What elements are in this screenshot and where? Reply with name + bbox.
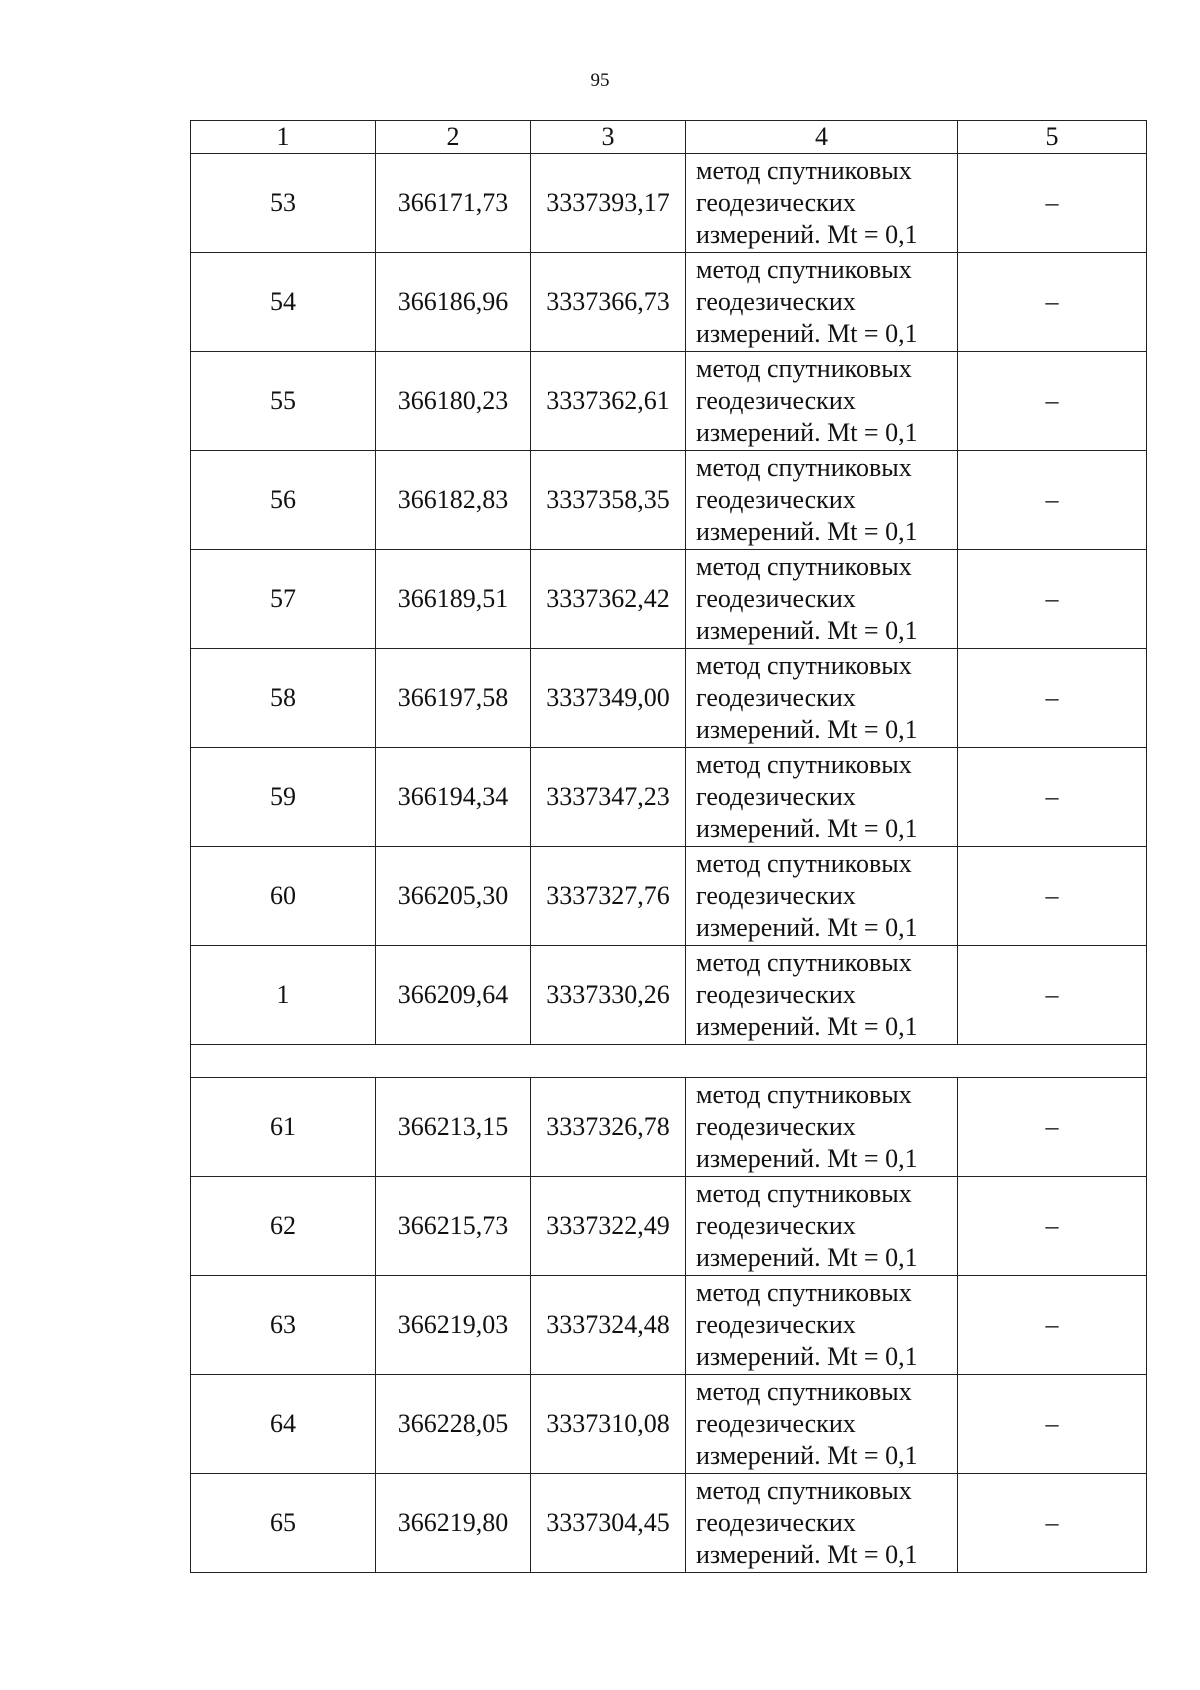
- x-coordinate-cell: 366180,23: [376, 352, 531, 451]
- y-coordinate-cell: 3337393,17: [531, 154, 686, 253]
- note-cell: –: [958, 1276, 1147, 1375]
- note-cell: –: [958, 649, 1147, 748]
- note-cell: –: [958, 451, 1147, 550]
- method-line: измерений. Mt = 0,1: [696, 319, 918, 348]
- method-cell: [686, 946, 958, 1045]
- table-row: [191, 451, 1147, 550]
- method-cell: [686, 451, 958, 550]
- y-coordinate-cell: 3337349,00: [531, 649, 686, 748]
- method-cell: [686, 1474, 958, 1573]
- note-cell: –: [958, 1474, 1147, 1573]
- method-cell: [686, 748, 958, 847]
- y-coordinate-cell: 3337324,48: [531, 1276, 686, 1375]
- method-line: геодезических: [696, 1211, 856, 1240]
- point-number-cell: 1: [191, 946, 376, 1045]
- y-coordinate-cell: 3337322,49: [531, 1177, 686, 1276]
- point-number-cell: 55: [191, 352, 376, 451]
- method-line: метод спутниковых: [696, 948, 912, 977]
- y-coordinate-cell: 3337362,42: [531, 550, 686, 649]
- header-cell-2: 2: [376, 121, 531, 154]
- point-number-cell: 63: [191, 1276, 376, 1375]
- method-line: метод спутниковых: [696, 354, 912, 383]
- method-line: геодезических: [696, 782, 856, 811]
- method-line: измерений. Mt = 0,1: [696, 814, 918, 843]
- x-coordinate-cell: 366171,73: [376, 154, 531, 253]
- y-coordinate-cell: 3337358,35: [531, 451, 686, 550]
- point-number-cell: 65: [191, 1474, 376, 1573]
- table-row: [191, 352, 1147, 451]
- method-cell: [686, 154, 958, 253]
- method-line: геодезических: [696, 881, 856, 910]
- header-cell-3: 3: [531, 121, 686, 154]
- method-line: измерений. Mt = 0,1: [696, 1441, 918, 1470]
- note-cell: –: [958, 1375, 1147, 1474]
- method-line: измерений. Mt = 0,1: [696, 1243, 918, 1272]
- y-coordinate-cell: 3337347,23: [531, 748, 686, 847]
- method-line: метод спутниковых: [696, 552, 912, 581]
- method-line: измерений. Mt = 0,1: [696, 1342, 918, 1371]
- point-number-cell: 54: [191, 253, 376, 352]
- point-number-cell: 57: [191, 550, 376, 649]
- point-number-cell: 64: [191, 1375, 376, 1474]
- y-coordinate-cell: 3337304,45: [531, 1474, 686, 1573]
- x-coordinate-cell: 366228,05: [376, 1375, 531, 1474]
- method-cell: [686, 253, 958, 352]
- method-line: метод спутниковых: [696, 750, 912, 779]
- point-number-cell: 53: [191, 154, 376, 253]
- separator-cell: [191, 1045, 1147, 1078]
- coordinates-table: [190, 120, 1147, 1573]
- table-row: [191, 946, 1147, 1045]
- point-number-cell: 59: [191, 748, 376, 847]
- x-coordinate-cell: 366182,83: [376, 451, 531, 550]
- point-number-cell: 62: [191, 1177, 376, 1276]
- method-cell: [686, 550, 958, 649]
- note-cell: –: [958, 748, 1147, 847]
- x-coordinate-cell: 366205,30: [376, 847, 531, 946]
- contour-separator-row: [191, 1045, 1147, 1078]
- note-cell: –: [958, 154, 1147, 253]
- y-coordinate-cell: 3337362,61: [531, 352, 686, 451]
- method-line: измерений. Mt = 0,1: [696, 1144, 918, 1173]
- x-coordinate-cell: 366219,80: [376, 1474, 531, 1573]
- method-cell: [686, 1375, 958, 1474]
- point-number-cell: 61: [191, 1078, 376, 1177]
- table-row: [191, 1078, 1147, 1177]
- method-line: измерений. Mt = 0,1: [696, 220, 918, 249]
- note-cell: –: [958, 550, 1147, 649]
- y-coordinate-cell: 3337366,73: [531, 253, 686, 352]
- table-row: [191, 847, 1147, 946]
- method-line: геодезических: [696, 1310, 856, 1339]
- method-line: измерений. Mt = 0,1: [696, 1540, 918, 1569]
- x-coordinate-cell: 366219,03: [376, 1276, 531, 1375]
- method-line: геодезических: [696, 584, 856, 613]
- method-line: геодезических: [696, 287, 856, 316]
- method-cell: [686, 1276, 958, 1375]
- note-cell: –: [958, 352, 1147, 451]
- method-line: геодезических: [696, 1409, 856, 1438]
- note-cell: –: [958, 253, 1147, 352]
- method-line: геодезических: [696, 1508, 856, 1537]
- method-cell: [686, 352, 958, 451]
- header-cell-4: 4: [686, 121, 958, 154]
- x-coordinate-cell: 366189,51: [376, 550, 531, 649]
- method-line: геодезических: [696, 188, 856, 217]
- point-number-cell: 60: [191, 847, 376, 946]
- method-line: метод спутниковых: [696, 1476, 912, 1505]
- table-row: [191, 550, 1147, 649]
- page-number: 95: [590, 70, 610, 91]
- method-line: измерений. Mt = 0,1: [696, 517, 918, 546]
- method-line: метод спутниковых: [696, 453, 912, 482]
- table-row: [191, 154, 1147, 253]
- method-line: геодезических: [696, 386, 856, 415]
- header-cell-1: 1: [191, 121, 376, 154]
- note-cell: –: [958, 847, 1147, 946]
- method-line: метод спутниковых: [696, 651, 912, 680]
- table-row: [191, 748, 1147, 847]
- method-line: измерений. Mt = 0,1: [696, 616, 918, 645]
- method-line: метод спутниковых: [696, 1179, 912, 1208]
- table-row: [191, 253, 1147, 352]
- y-coordinate-cell: 3337327,76: [531, 847, 686, 946]
- method-line: измерений. Mt = 0,1: [696, 913, 918, 942]
- x-coordinate-cell: 366194,34: [376, 748, 531, 847]
- method-line: геодезических: [696, 485, 856, 514]
- method-cell: [686, 847, 958, 946]
- method-line: измерений. Mt = 0,1: [696, 1012, 918, 1041]
- table-row: [191, 1375, 1147, 1474]
- y-coordinate-cell: 3337326,78: [531, 1078, 686, 1177]
- table-row: [191, 1177, 1147, 1276]
- point-number-cell: 58: [191, 649, 376, 748]
- method-line: метод спутниковых: [696, 156, 912, 185]
- x-coordinate-cell: 366215,73: [376, 1177, 531, 1276]
- method-cell: [686, 1177, 958, 1276]
- y-coordinate-cell: 3337310,08: [531, 1375, 686, 1474]
- method-line: геодезических: [696, 980, 856, 1009]
- method-line: измерений. Mt = 0,1: [696, 715, 918, 744]
- note-cell: –: [958, 1078, 1147, 1177]
- header-cell-5: 5: [958, 121, 1147, 154]
- method-line: метод спутниковых: [696, 1377, 912, 1406]
- note-cell: –: [958, 946, 1147, 1045]
- method-cell: [686, 649, 958, 748]
- table-row: [191, 649, 1147, 748]
- method-line: геодезических: [696, 1112, 856, 1141]
- table-row: [191, 1474, 1147, 1573]
- table-row: [191, 1276, 1147, 1375]
- table-body: [191, 121, 1147, 1573]
- method-line: геодезических: [696, 683, 856, 712]
- x-coordinate-cell: 366186,96: [376, 253, 531, 352]
- method-line: измерений. Mt = 0,1: [696, 418, 918, 447]
- method-line: метод спутниковых: [696, 1278, 912, 1307]
- x-coordinate-cell: 366209,64: [376, 946, 531, 1045]
- note-cell: –: [958, 1177, 1147, 1276]
- method-line: метод спутниковых: [696, 255, 912, 284]
- table-header-row: [191, 121, 1147, 154]
- method-line: метод спутниковых: [696, 849, 912, 878]
- point-number-cell: 56: [191, 451, 376, 550]
- method-line: метод спутниковых: [696, 1080, 912, 1109]
- method-cell: [686, 1078, 958, 1177]
- y-coordinate-cell: 3337330,26: [531, 946, 686, 1045]
- x-coordinate-cell: 366213,15: [376, 1078, 531, 1177]
- x-coordinate-cell: 366197,58: [376, 649, 531, 748]
